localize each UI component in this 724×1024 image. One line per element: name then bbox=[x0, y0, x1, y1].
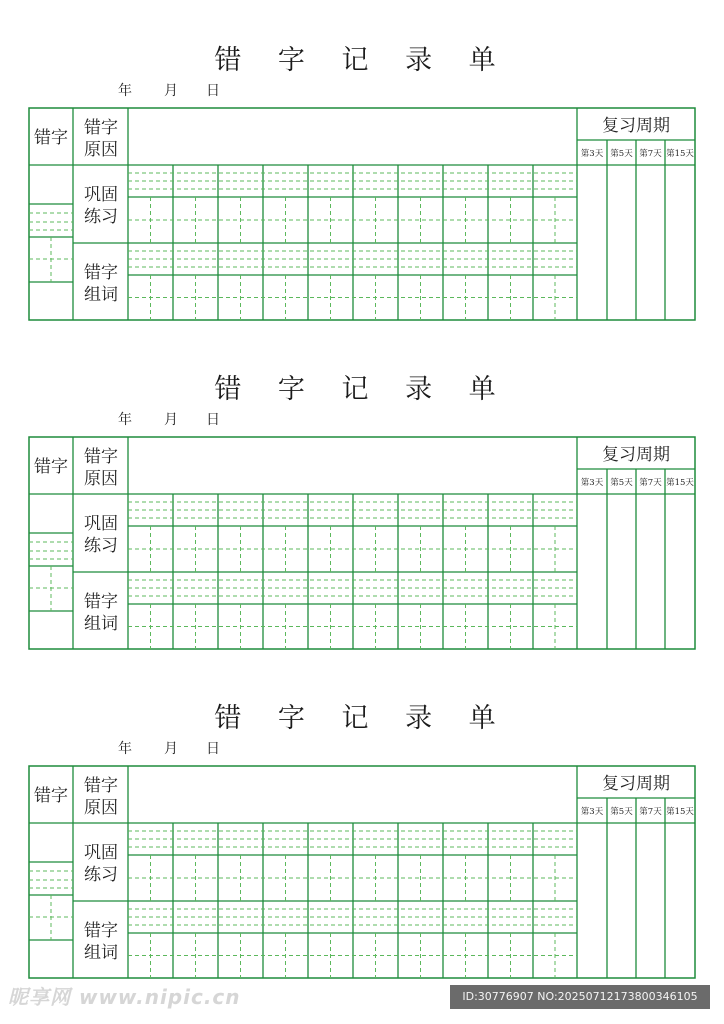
sheet-title: 错 字 记 录 单 bbox=[214, 374, 510, 405]
words-label-line2: 组词 bbox=[84, 943, 118, 963]
practice-label-line2: 练习 bbox=[84, 207, 118, 227]
day3-label: 第3天 bbox=[580, 478, 604, 488]
record-grid bbox=[0, 329, 724, 658]
day3-label: 第3天 bbox=[580, 149, 604, 159]
day15-label: 第15天 bbox=[666, 149, 694, 159]
words-label-line1: 错字 bbox=[84, 921, 118, 941]
year-label: 年 bbox=[118, 83, 132, 99]
words-label-line1: 错字 bbox=[84, 592, 118, 612]
words-label-line2: 组词 bbox=[84, 614, 118, 634]
day5-label: 第5天 bbox=[610, 149, 633, 159]
reason-label-line2: 原因 bbox=[84, 469, 118, 489]
review-cycle-label: 复习周期 bbox=[602, 445, 670, 465]
wrong-char-label: 错字 bbox=[34, 128, 68, 148]
day7-label: 第7天 bbox=[639, 807, 662, 817]
reason-label-line1: 错字 bbox=[84, 776, 118, 796]
record-sheet-2 bbox=[0, 329, 724, 658]
practice-label-line1: 巩固 bbox=[84, 185, 118, 205]
day-label: 日 bbox=[206, 741, 220, 757]
id-bar: ID:30776907 NO:20250712173800346105 bbox=[450, 985, 710, 1009]
practice-label-line2: 练习 bbox=[84, 536, 118, 556]
record-grid bbox=[0, 658, 724, 987]
day7-label: 第7天 bbox=[639, 478, 662, 488]
day15-label: 第15天 bbox=[666, 478, 694, 488]
reason-label-line1: 错字 bbox=[84, 118, 118, 138]
year-label: 年 bbox=[118, 741, 132, 757]
month-label: 月 bbox=[164, 83, 178, 99]
words-label-line2: 组词 bbox=[84, 285, 118, 305]
reason-label-line1: 错字 bbox=[84, 447, 118, 467]
practice-label-line1: 巩固 bbox=[84, 843, 118, 863]
reason-label-line2: 原因 bbox=[84, 140, 118, 160]
day3-label: 第3天 bbox=[580, 807, 604, 817]
day5-label: 第5天 bbox=[610, 478, 633, 488]
month-label: 月 bbox=[164, 741, 178, 757]
sheet-title: 错 字 记 录 单 bbox=[214, 703, 510, 734]
wrong-char-label: 错字 bbox=[34, 457, 68, 477]
day-label: 日 bbox=[206, 83, 220, 99]
wrong-char-label: 错字 bbox=[34, 786, 68, 806]
words-label-line1: 错字 bbox=[84, 263, 118, 283]
record-sheet-3 bbox=[0, 658, 724, 987]
sheet-title: 错 字 记 录 单 bbox=[214, 45, 510, 76]
practice-label-line1: 巩固 bbox=[84, 514, 118, 534]
day-label: 日 bbox=[206, 412, 220, 428]
watermark: 昵享网 www.nipic.cn bbox=[8, 985, 241, 1009]
year-label: 年 bbox=[118, 412, 132, 428]
record-sheet-1 bbox=[0, 0, 724, 329]
month-label: 月 bbox=[164, 412, 178, 428]
day5-label: 第5天 bbox=[610, 807, 633, 817]
review-cycle-label: 复习周期 bbox=[602, 116, 670, 136]
reason-label-line2: 原因 bbox=[84, 798, 118, 818]
practice-label-line2: 练习 bbox=[84, 865, 118, 885]
review-cycle-label: 复习周期 bbox=[602, 774, 670, 794]
record-grid bbox=[0, 0, 724, 329]
day15-label: 第15天 bbox=[666, 807, 694, 817]
day7-label: 第7天 bbox=[639, 149, 662, 159]
